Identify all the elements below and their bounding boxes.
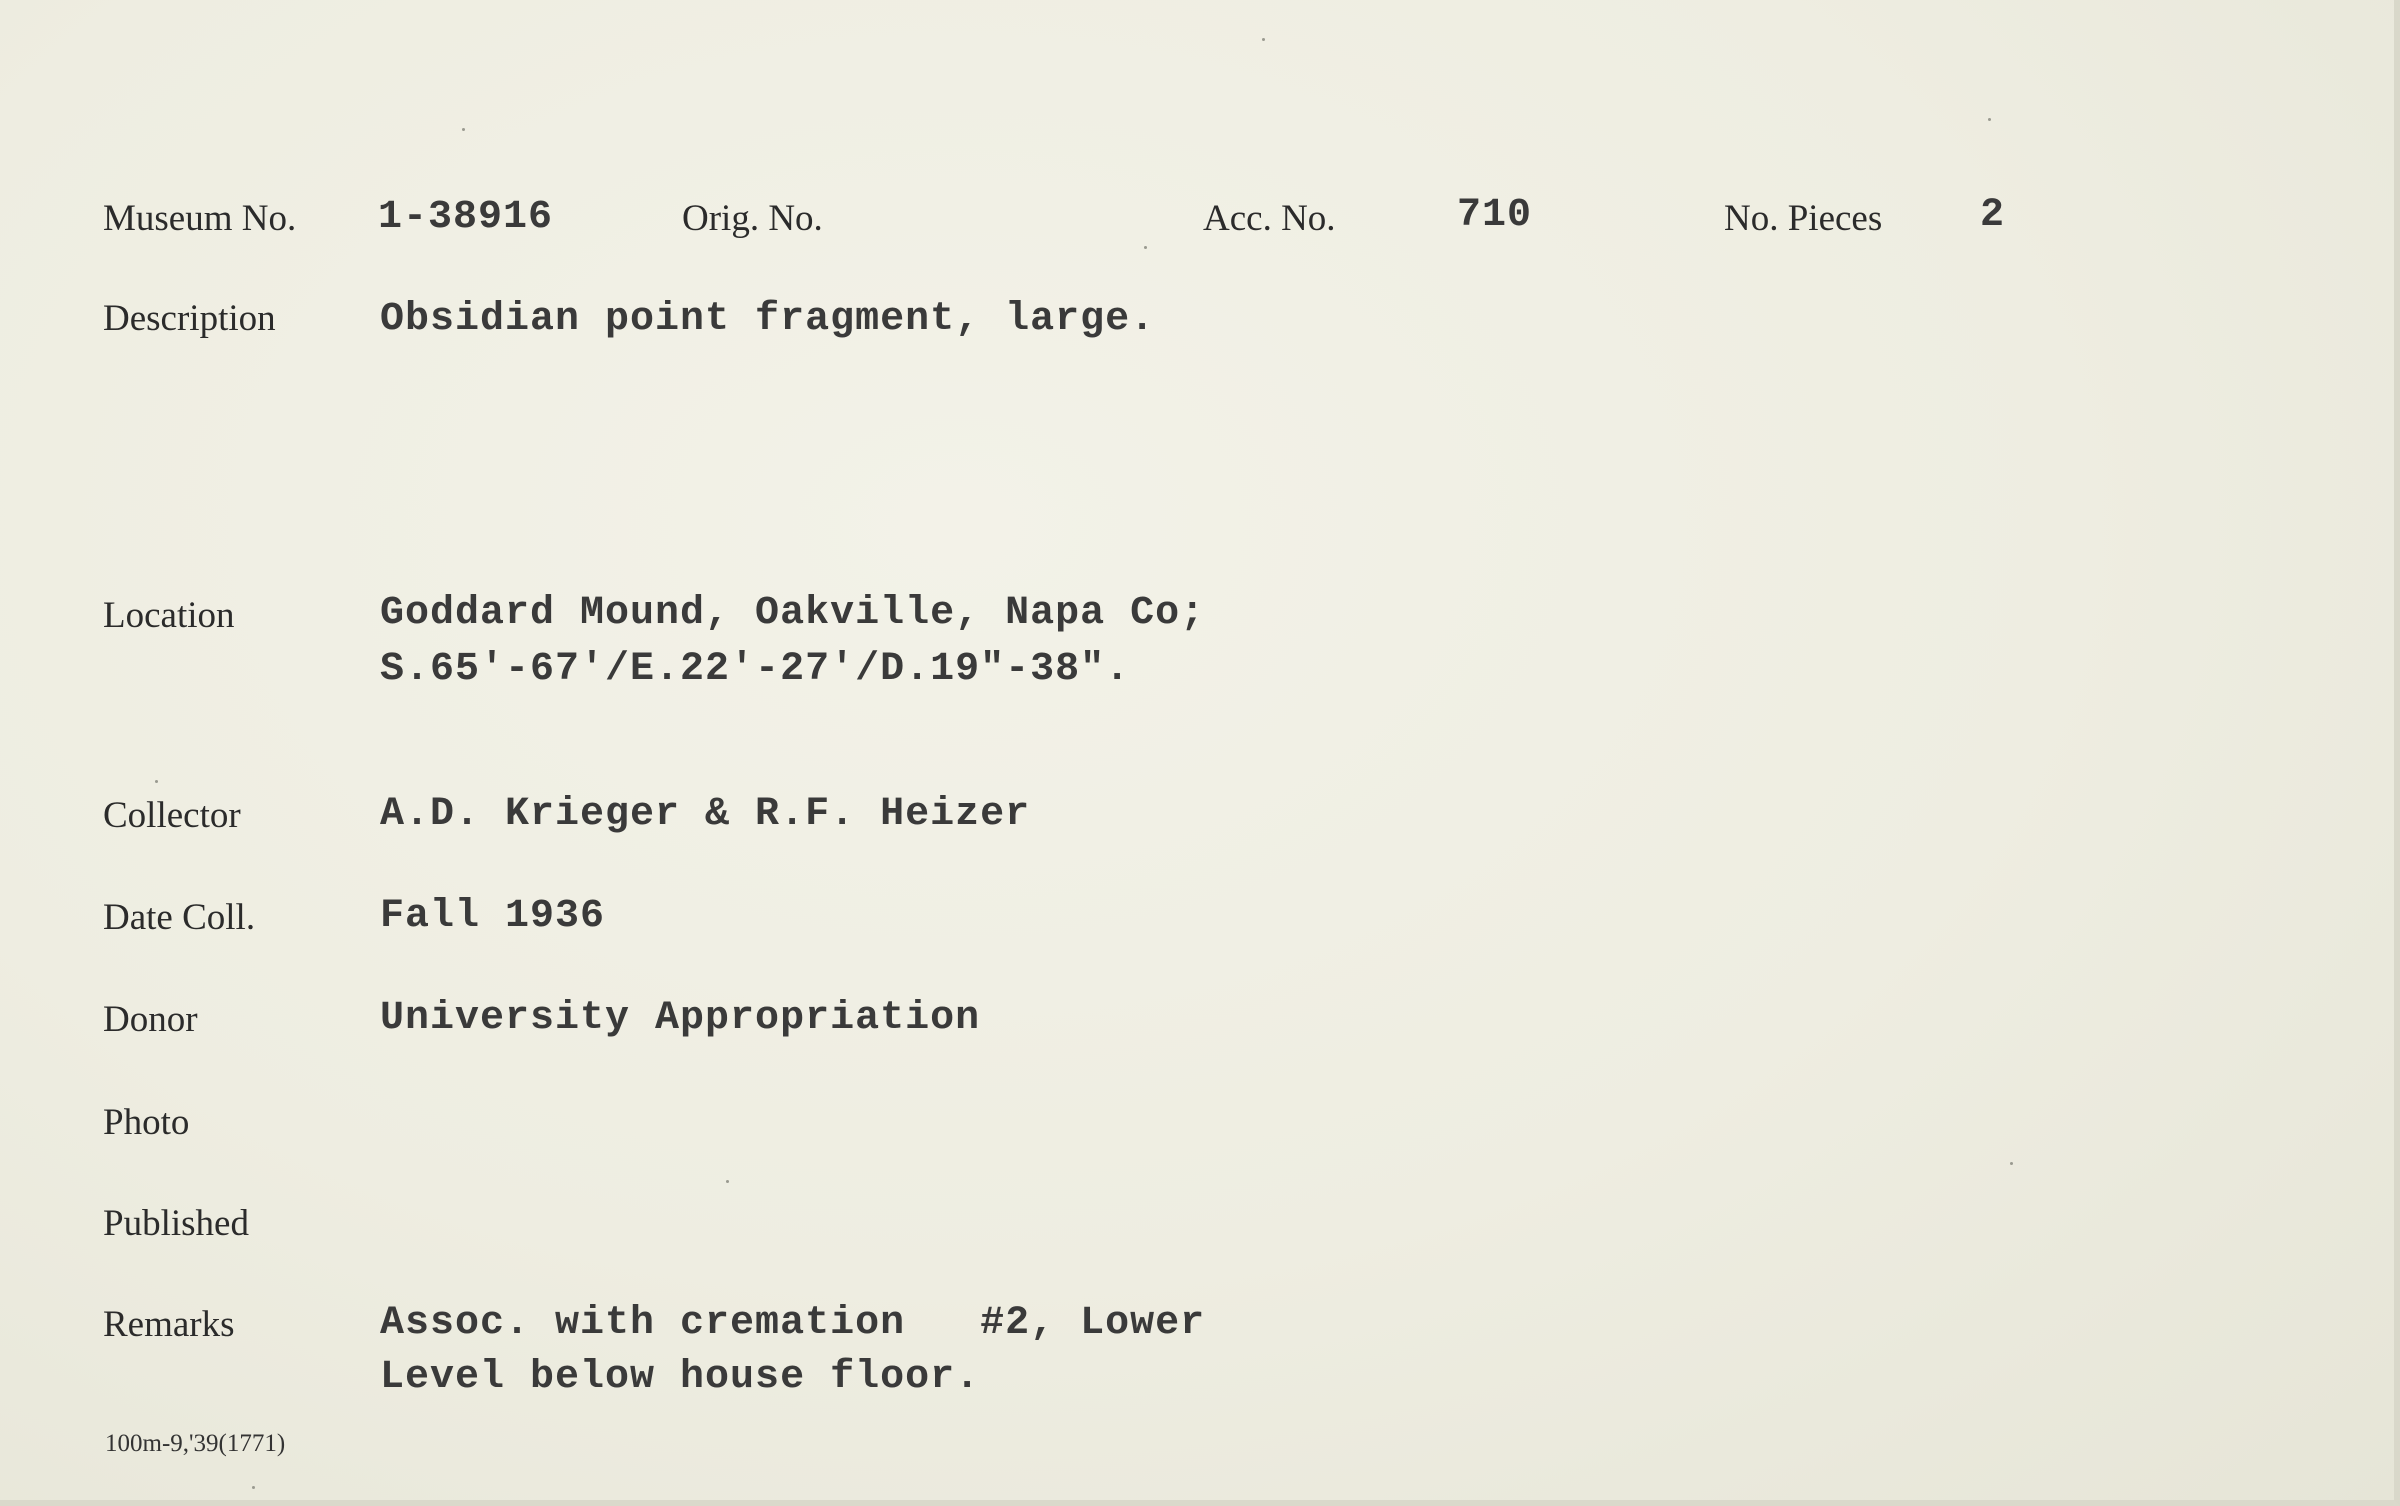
acc-no-label: Acc. No.	[1203, 198, 1336, 239]
no-pieces-value: 2	[1980, 193, 2006, 238]
remarks-value-line1: Assoc. with cremation #2, Lower	[380, 1301, 1206, 1346]
remarks-value-line2: Level below house floor.	[380, 1355, 981, 1400]
photo-label: Photo	[103, 1102, 190, 1143]
paper-speck	[1262, 38, 1265, 41]
date-coll-value: Fall 1936	[380, 894, 606, 939]
paper-speck	[252, 1486, 255, 1489]
location-label: Location	[103, 595, 235, 636]
donor-value: University Appropriation	[380, 996, 981, 1041]
location-value-line2: S.65'-67'/E.22'-27'/D.19"-38".	[380, 647, 1131, 692]
paper-speck	[1144, 246, 1147, 249]
donor-label: Donor	[103, 999, 198, 1040]
date-coll-label: Date Coll.	[103, 897, 256, 938]
no-pieces-label: No. Pieces	[1724, 198, 1883, 239]
paper-speck	[155, 780, 158, 783]
collector-label: Collector	[103, 795, 241, 836]
published-label: Published	[103, 1203, 249, 1244]
paper-speck	[462, 128, 465, 131]
museum-no-label: Museum No.	[103, 198, 297, 239]
museum-no-value: 1-38916	[378, 195, 554, 240]
paper-speck	[1988, 118, 1991, 121]
paper-speck	[2010, 1162, 2013, 1165]
description-value: Obsidian point fragment, large.	[380, 297, 1156, 342]
form-code: 100m-9,'39(1771)	[105, 1430, 286, 1457]
acc-no-value: 710	[1457, 193, 1533, 238]
paper-speck	[726, 1180, 729, 1183]
description-label: Description	[103, 298, 276, 339]
remarks-label: Remarks	[103, 1304, 235, 1345]
collector-value: A.D. Krieger & R.F. Heizer	[380, 792, 1031, 837]
location-value-line1: Goddard Mound, Oakville, Napa Co;	[380, 591, 1206, 636]
orig-no-label: Orig. No.	[682, 198, 823, 239]
